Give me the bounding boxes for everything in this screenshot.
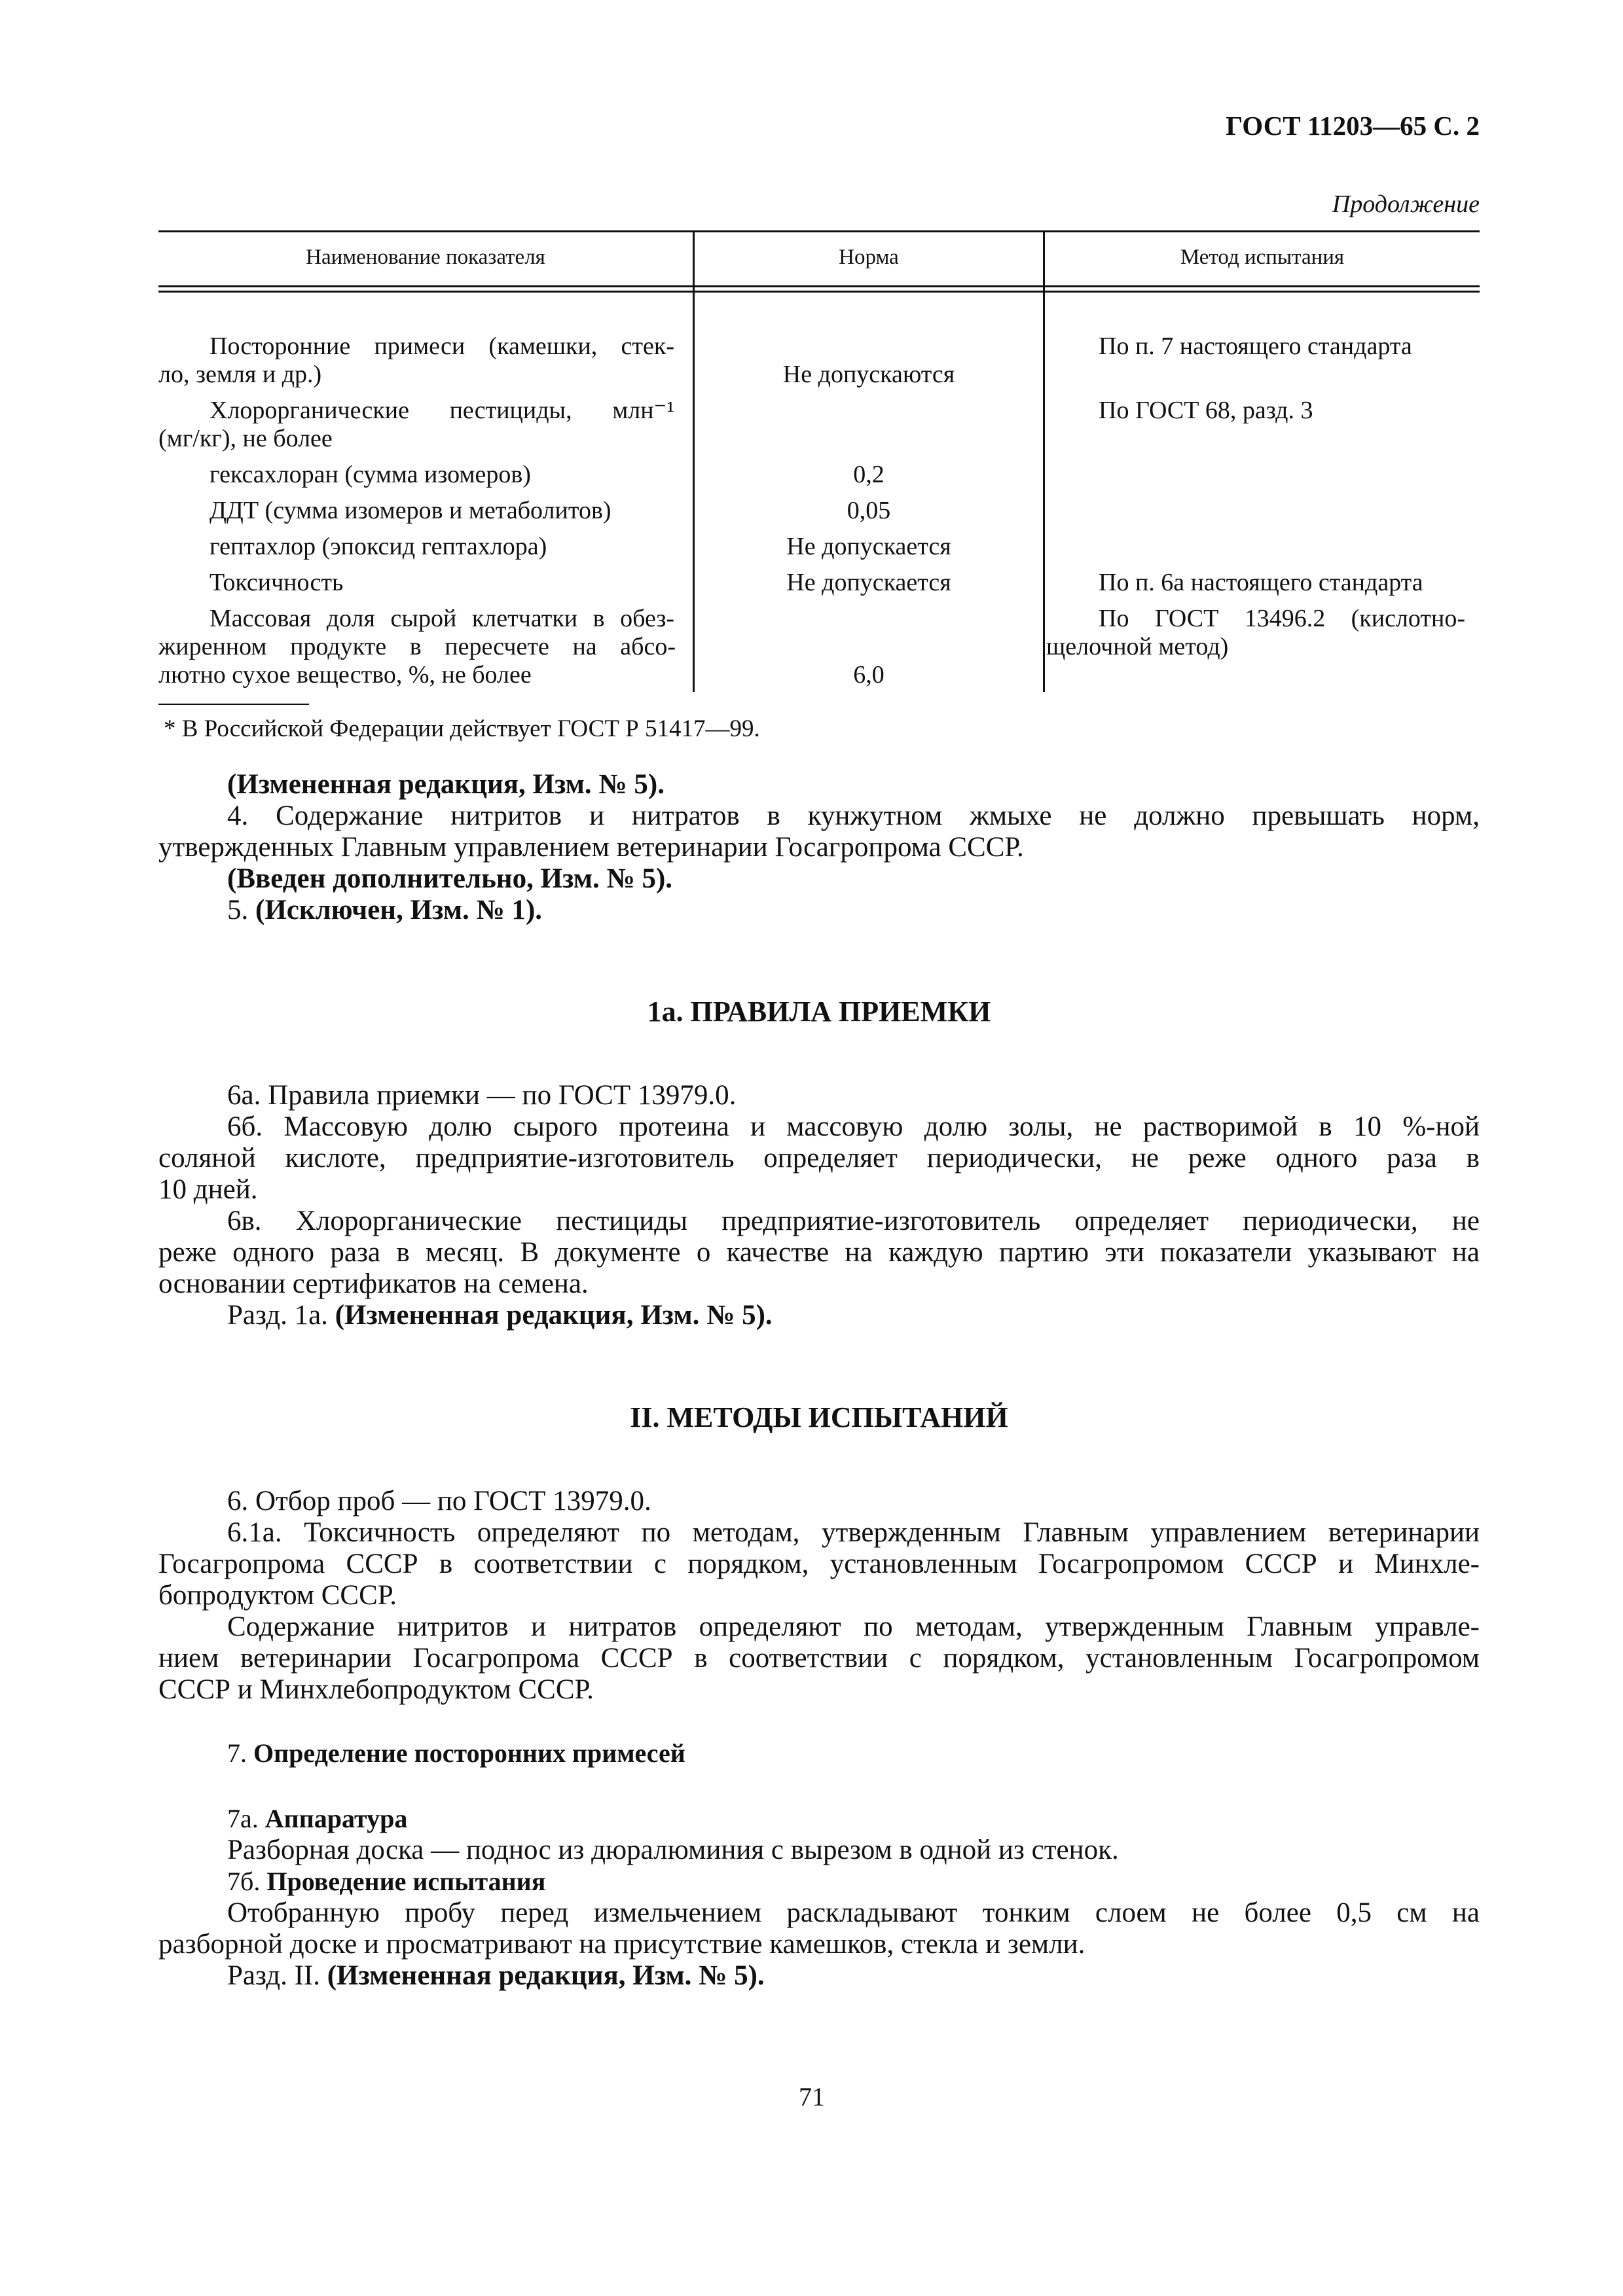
- table-header-border-2: [158, 291, 1480, 293]
- row5-name: гептахлор (эпоксид гептахлора): [210, 533, 547, 560]
- paragraph-6a: 6а. Правила приемки — по ГОСТ 13979.0.: [227, 1080, 737, 1111]
- row4-name: ДДТ (сумма изомеров и метаболитов): [210, 497, 611, 524]
- page-number: 71: [799, 2082, 825, 2111]
- row1-name-line1: Посторонние примеси (камешки, стек-: [210, 332, 674, 360]
- row2-name-line1: Хлорорганические пестициды, млн⁻¹: [210, 397, 674, 424]
- amendment-note-1: (Измененная редакция, Изм. № 5).: [227, 769, 665, 800]
- paragraph-7: [158, 1738, 1480, 1769]
- continued-label: Продолжение: [1332, 190, 1480, 218]
- row2-name-line2: (мг/кг), не более: [158, 425, 333, 452]
- paragraph-6b-line3: 10 дней.: [158, 1174, 258, 1205]
- footnote-separator: [158, 704, 309, 705]
- row7-name-line1: Массовая доля сырой клетчатки в обез-: [210, 605, 674, 632]
- paragraph-7a-number: 7а.: [227, 1804, 259, 1833]
- row7-name-line2: жиренном продукте в пересчете на абсо-: [158, 633, 676, 660]
- paragraph-6v-line3: основании сертификатов на семена.: [158, 1268, 589, 1299]
- paragraph-7-title: Определение посторонних примесей: [253, 1738, 685, 1768]
- paragraph-6-1a-line1: 6.1а. Токсичность определяют по методам, утвержденным Главным управлением ветеринарии: [227, 1517, 1480, 1548]
- row7-method-line1: По ГОСТ 13496.2 (кислотно-: [1099, 605, 1465, 632]
- row7-method-line2: щелочной метод): [1046, 633, 1229, 660]
- paragraph-7a-text: Разборная доска — поднос из дюралюминия с вырезом в одной из стенок.: [227, 1835, 1119, 1865]
- row2-method: По ГОСТ 68, разд. 3: [1099, 397, 1313, 424]
- paragraph-7a: [158, 1803, 1480, 1835]
- paragraph-nitrites-line2: нием ветеринарии Госагропрома СССР в соответствии с порядком, установленным Госагропромом: [158, 1643, 1480, 1674]
- paragraph-6v-line1: 6в. Хлорорганические пестициды предприятие-изготовитель определяет периодически, не: [227, 1206, 1480, 1236]
- document-reference: ГОСТ 11203—65 С. 2: [1226, 111, 1480, 141]
- paragraph-7b-line2: разборной доске и просматривают на присутствие камешков, стекла и земли.: [158, 1929, 1085, 1960]
- column-header-name: Наименование показателя: [306, 245, 545, 269]
- paragraph-7a-title: Аппаратура: [264, 1804, 408, 1833]
- paragraph-4-line1: 4. Содержание нитритов и нитратов в кунжутном жмыхе не должно превышать норм,: [227, 800, 1480, 831]
- table-header-border-1: [158, 285, 1480, 287]
- row1-name-line2: ло, земля и др.): [158, 361, 322, 388]
- paragraph-nitrites-line1: Содержание нитритов и нитратов определяют по методам, утвержденным Главным управле-: [227, 1611, 1480, 1642]
- row6-norm: Не допускается: [786, 569, 951, 596]
- paragraph-4-line2: утвержденных Главным управлением ветеринарии Госагропрома СССР.: [158, 832, 1024, 863]
- section-1a-amendment-text: (Измененная редакция, Изм. № 5).: [335, 1300, 773, 1331]
- section-2-amendment-text: (Измененная редакция, Изм. № 5).: [327, 1960, 765, 1991]
- paragraph-7b-line1: Отобранную пробу перед измельчением раскладывают тонким слоем не более 0,5 см на: [227, 1897, 1480, 1928]
- row1-norm: Не допускаются: [782, 361, 955, 388]
- paragraph-7b-number: 7б.: [227, 1867, 261, 1896]
- paragraph-5: [158, 895, 1480, 926]
- paragraph-7b-title: Проведение испытания: [266, 1867, 546, 1896]
- table-top-border: [158, 230, 1480, 232]
- row4-norm: 0,05: [847, 497, 891, 524]
- row3-norm: 0,2: [853, 461, 884, 488]
- row7-norm: 6,0: [853, 661, 884, 689]
- paragraph-7b: [158, 1866, 1480, 1897]
- row7-name-line3: лютно сухое вещество, %, не более: [158, 661, 532, 689]
- section-heading-test-methods: II. МЕТОДЫ ИСПЫТАНИЙ: [630, 1401, 1008, 1433]
- section-2-amendment-prefix: Разд. II.: [227, 1960, 320, 1991]
- row6-method: По п. 6а настоящего стандарта: [1099, 569, 1423, 596]
- section-2-amendment: [158, 1960, 1480, 1992]
- section-1a-amendment-prefix: Разд. 1а.: [227, 1300, 328, 1331]
- footnote: * В Российской Федерации действует ГОСТ Р 51417—99.: [164, 715, 760, 742]
- row3-name: гексахлоран (сумма изомеров): [210, 461, 531, 488]
- column-header-norm: Норма: [839, 245, 899, 269]
- paragraph-6-1a-line3: бопродуктом СССР.: [158, 1580, 397, 1611]
- row5-norm: Не допускается: [786, 533, 951, 560]
- section-heading-acceptance: 1а. ПРАВИЛА ПРИЕМКИ: [647, 996, 991, 1028]
- paragraph-nitrites-line3: СССР и Минхлебопродуктом СССР.: [158, 1674, 594, 1705]
- paragraph-5-text: (Исключен, Изм. № 1).: [255, 895, 543, 925]
- paragraph-6b-line2: соляной кислоте, предприятие-изготовитель определяет периодически, не реже одного раза в: [158, 1143, 1480, 1174]
- paragraph-7-number: 7.: [227, 1738, 247, 1768]
- paragraph-6v-line2: реже одного раза в месяц. В документе о качестве на каждую партию эти показатели указывают на: [158, 1237, 1480, 1268]
- paragraph-6: 6. Отбор проб — по ГОСТ 13979.0.: [227, 1486, 651, 1516]
- row6-name: Токсичность: [210, 569, 344, 596]
- section-1a-amendment: [158, 1300, 1480, 1331]
- row1-method: По п. 7 настоящего стандарта: [1099, 332, 1412, 360]
- table-col-divider-2: [1043, 230, 1045, 692]
- paragraph-5-number: 5.: [227, 895, 249, 925]
- paragraph-6-1a-line2: Госагропрома СССР в соответствии с порядком, установленным Госагропромом СССР и Минхле-: [158, 1549, 1480, 1579]
- amendment-note-2: (Введен дополнительно, Изм. № 5).: [227, 863, 673, 894]
- column-header-method: Метод испытания: [1180, 245, 1345, 269]
- paragraph-6b-line1: 6б. Массовую долю сырого протеина и массовую долю золы, не растворимой в 10 %-ной: [227, 1111, 1480, 1142]
